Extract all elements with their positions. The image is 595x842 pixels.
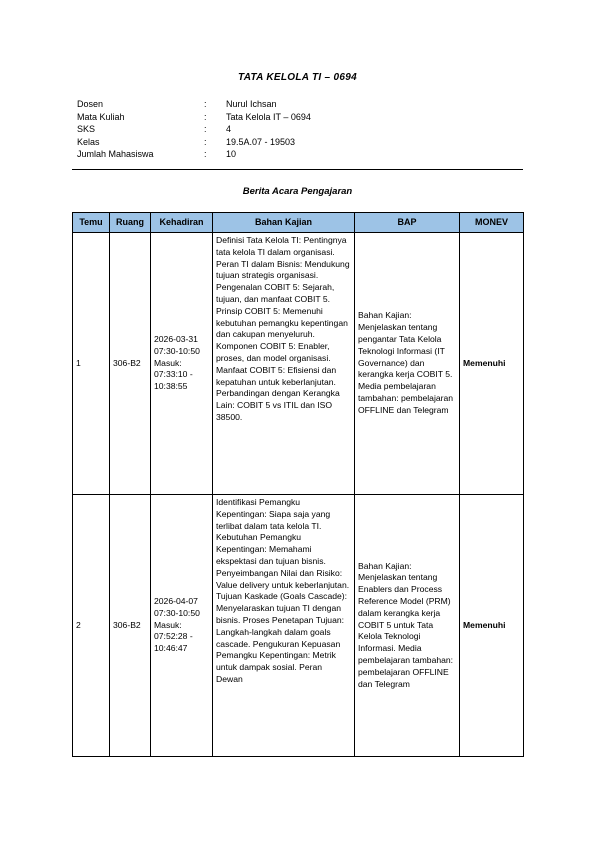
cell-ruang: 306-B2 xyxy=(110,233,151,495)
table-header-row xyxy=(73,213,524,233)
cell-monev: Memenuhi xyxy=(460,495,524,757)
info-value: Tata Kelola IT – 0694 xyxy=(226,111,311,122)
info-row-dosen xyxy=(77,98,311,111)
cell-temu: 2 xyxy=(73,495,110,757)
cell-ruang: 306-B2 xyxy=(110,495,151,757)
info-colon: : xyxy=(204,136,207,147)
info-label: Kelas xyxy=(77,136,100,147)
info-label: Jumlah Mahasiswa xyxy=(77,149,154,159)
header-kehadiran: Kehadiran xyxy=(151,213,213,233)
section-title: Berita Acara Pengajaran xyxy=(242,186,353,197)
info-label: SKS xyxy=(77,124,96,134)
info-colon: : xyxy=(204,124,207,134)
info-value: 19.5A.07 - 19503 xyxy=(226,136,296,147)
cell-monev: Memenuhi xyxy=(460,233,524,495)
divider xyxy=(72,169,523,170)
document-title: TATA KELOLA TI – 0694 xyxy=(238,72,357,83)
cell-bahan-kajian: Definisi Tata Kelola TI: Pentingnya tata kelola TI dalam organisasi. Peran TI dalam Bisnis: Mendukung tujuan strategis organisasi. Pengenalan COBIT 5: Sejarah, tujuan, dan manfaat COBIT 5. Prinsip COBIT 5: Memenuhi kebutuhan pemangku kepentingan dan cakupan menyeluruh. Komponen COBIT 5: Enabler, proses, dan model organisasi. Manfaat COBIT 5: Efisiensi dan kepatuhan untuk keberlanjutan. Perbandingan dengan Kerangka Lain: COBIT 5 vs ITIL dan ISO 38500. xyxy=(213,233,355,495)
info-label: Mata Kuliah xyxy=(77,111,125,122)
course-info xyxy=(77,98,311,161)
info-value: 4 xyxy=(226,124,232,134)
table-row xyxy=(73,495,524,757)
info-value: 10 xyxy=(226,149,237,159)
info-label: Dosen xyxy=(77,99,104,109)
info-colon: : xyxy=(204,99,207,109)
header-bahan-kajian: Bahan Kajian xyxy=(213,213,355,233)
table-row xyxy=(73,233,524,495)
info-value: Nurul Ichsan xyxy=(226,99,277,109)
info-row-mata-kuliah xyxy=(77,111,311,124)
info-row-jumlah-mahasiswa xyxy=(77,148,311,161)
cell-kehadiran: 2026-04-07 07:30-10:50 Masuk: 07:52:28 - 10:46:47 xyxy=(151,495,213,757)
cell-bap: Bahan Kajian: Menjelaskan tentang Enablers dan Process Reference Model (PRM) dalam kerangka kerja COBIT 5 untuk Tata Kelola Teknologi Informasi. Media pembelajaran tambahan: pembelajaran OFFLINE dan Telegram xyxy=(355,495,460,757)
header-ruang: Ruang xyxy=(110,213,151,233)
cell-temu: 1 xyxy=(73,233,110,495)
header-bap: BAP xyxy=(355,213,460,233)
cell-kehadiran: 2026-03-31 07:30-10:50 Masuk: 07:33:10 - 10:38:55 xyxy=(151,233,213,495)
header-temu: Temu xyxy=(73,213,110,233)
header-monev: MONEV xyxy=(460,213,524,233)
info-row-sks xyxy=(77,123,311,136)
info-colon: : xyxy=(204,111,207,122)
info-row-kelas xyxy=(77,136,311,149)
cell-bap: Bahan Kajian: Menjelaskan tentang pengantar Tata Kelola Teknologi Informasi (IT Governance) dan kerangka kerja COBIT 5. Media pembelajaran tambahan: pembelajaran OFFLINE dan Telegram xyxy=(355,233,460,495)
cell-bahan-kajian: Identifikasi Pemangku Kepentingan: Siapa saja yang terlibat dalam tata kelola TI. Kebutuhan Pemangku Kepentingan: Memahami ekspektasi dan tujuan bisnis. Penyeimbangan Nilai dan Risiko: Value delivery untuk keberlanjutan. Tujuan Kaskade (Goals Cascade): Menyelaraskan tujuan TI dengan bisnis. Proses Penetapan Tujuan: Langkah-langkah dalam goals cascade. Pengukuran Kepuasan Pemangku Kepentingan: Metrik untuk dampak sosial. Peran Dewan xyxy=(213,495,355,757)
teaching-record-table xyxy=(72,212,524,757)
info-colon: : xyxy=(204,149,207,159)
